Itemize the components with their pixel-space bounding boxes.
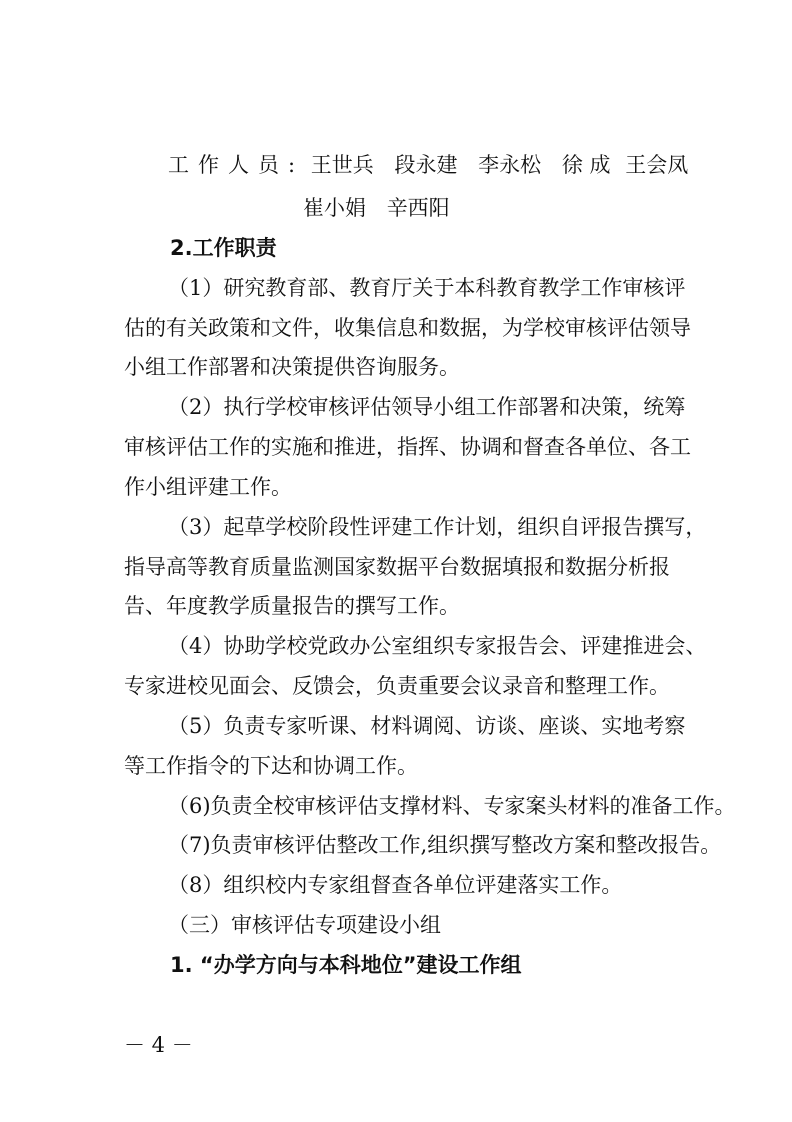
staff-label: 工作人员: xyxy=(168,153,305,177)
duty-item-3-line-3: 告、年度教学质量报告的撰写工作。 xyxy=(124,594,460,618)
staff-name: 辛西阳 xyxy=(386,196,450,220)
duty-item-2-line-1: （2）执行学校审核评估领导小组工作部署和决策，统筹 xyxy=(168,395,686,419)
subsection-heading-working-group: 1. “办学方向与本科地位”建设工作组 xyxy=(170,953,522,977)
staff-line-2 xyxy=(303,194,450,222)
page-number: － 4 － xyxy=(124,1033,193,1057)
duty-item-4-line-1: （4）协助学校党政办公室组织专家报告会、评建推进会、 xyxy=(168,634,707,658)
duty-item-5-line-1: （5）负责专家听课、材料调阅、访谈、座谈、实地考察 xyxy=(168,714,686,738)
staff-line-1 xyxy=(168,151,688,179)
duty-item-1-line-3: 小组工作部署和决策提供咨询服务。 xyxy=(124,355,460,379)
staff-name: 王世兵 xyxy=(310,153,374,177)
duty-item-1-line-1: （1）研究教育部、教育厅关于本科教育教学工作审核评 xyxy=(168,276,686,300)
duty-item-2-line-3: 作小组评建工作。 xyxy=(124,475,292,499)
staff-name: 王会凤 xyxy=(625,153,689,177)
duty-item-3-line-1: （3）起草学校阶段性评建工作计划，组织自评报告撰写， xyxy=(168,515,707,539)
staff-name: 崔小娟 xyxy=(303,196,366,220)
staff-name: 李永松 xyxy=(478,153,542,177)
duty-item-1-line-2: 估的有关政策和文件，收集信息和数据，为学校审核评估领导 xyxy=(124,316,691,340)
staff-name: 徐 成 xyxy=(561,153,611,177)
duty-item-6-line-1: （6)负责全校审核评估支撑材料、专家案头材料的准备工作。 xyxy=(168,794,736,818)
duty-item-8-line-1: （8）组织校内专家组督查各单位评建落实工作。 xyxy=(168,873,623,897)
section-heading-responsibilities: 2.工作职责 xyxy=(170,236,277,260)
section-heading-special-groups: （三）审核评估专项建设小组 xyxy=(168,913,441,937)
duty-item-3-line-2: 指导高等教育质量监测国家数据平台数据填报和数据分析报 xyxy=(124,555,670,579)
duty-item-4-line-2: 专家进校见面会、反馈会，负责重要会议录音和整理工作。 xyxy=(124,674,670,698)
duty-item-7-line-1: （7)负责审核评估整改工作,组织撰写整改方案和整改报告。 xyxy=(168,833,722,857)
duty-item-5-line-2: 等工作指令的下达和协调工作。 xyxy=(124,754,418,778)
staff-name: 段永建 xyxy=(394,153,458,177)
duty-item-2-line-2: 审核评估工作的实施和推进，指挥、协调和督查各单位、各工 xyxy=(124,435,691,459)
